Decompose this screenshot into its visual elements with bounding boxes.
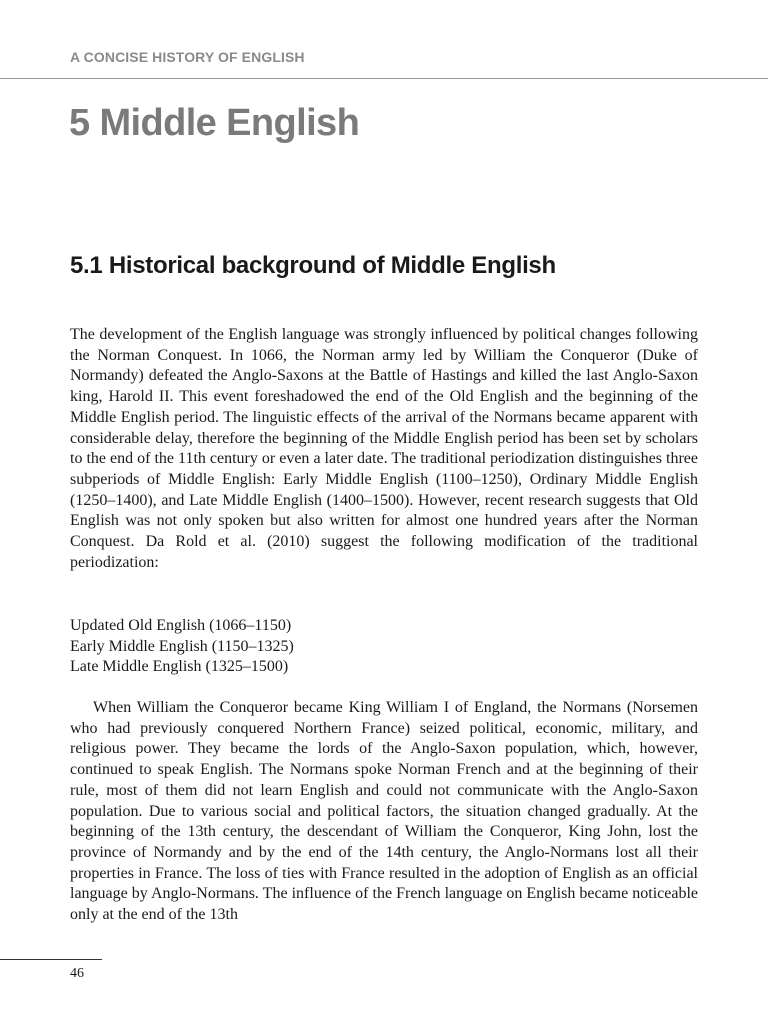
period-item: Late Middle English (1325–1500) <box>70 658 289 676</box>
period-item: Updated Old English (1066–1150) <box>70 617 292 634</box>
header-divider <box>0 78 768 79</box>
running-header: A CONCISE HISTORY OF ENGLISH <box>70 49 305 65</box>
period-item: Early Middle English (1150–1325) <box>70 637 294 655</box>
body-paragraph: The development of the English language was strongly influenced by political changes following the Norman Conquest. In 1066, the Norman army led by William the Conqueror (Duke of Normandy) defeated the Anglo-Saxons at the Battle of Hastings and killed the last Anglo-Saxon king, Harold II. This event foreshadowed the end of the Old English and the beginning of the Middle English period. The linguistic effects of the arrival of the Normans became apparent with considerable delay, therefore the beginning of the Middle English period has been set by scholars to the end of the 11th century or even a later date. The traditional periodization distinguishes three subperiods of Middle English: Early Middle English (1100–1250), Ordinary Middle English (1250–1400), and Late Middle English (1400–1500). However, recent research suggests that Old English was not only spoken but also written for almost one hundred years after the Norman Conquest. Da Rold et al. (2010) suggest the following modification of the traditional periodization: <box>70 326 698 571</box>
body-paragraph: When William the Conqueror became King William I of England, the Normans (Norsemen who had previously conquered Northern France) seized political, economic, military, and religious power. They became the lords of the Anglo-Saxon population, which, however, continued to speak English. The Normans spoke Norman French and at the beginning of their rule, most of them did not learn English and could not communicate with the Anglo-Saxon population. Due to various social and political factors, the situation changed gradually. At the beginning of the 13th century, the descendant of William the Conqueror, King John, lost the province of Normandy and by the end of the 14th century, the Anglo-Normans lost all their properties in France. The loss of ties with France resulted in the adoption of English as an official language by Anglo-Normans. The influence of the French language on English became noticeable only at the end of the 13th <box>70 699 698 924</box>
chapter-title: 5 Middle English <box>69 102 360 144</box>
page-number: 46 <box>70 966 84 981</box>
section-title: 5.1 Historical background of Middle English <box>70 252 556 279</box>
periodization-list <box>70 616 294 678</box>
footer-divider <box>0 959 102 960</box>
